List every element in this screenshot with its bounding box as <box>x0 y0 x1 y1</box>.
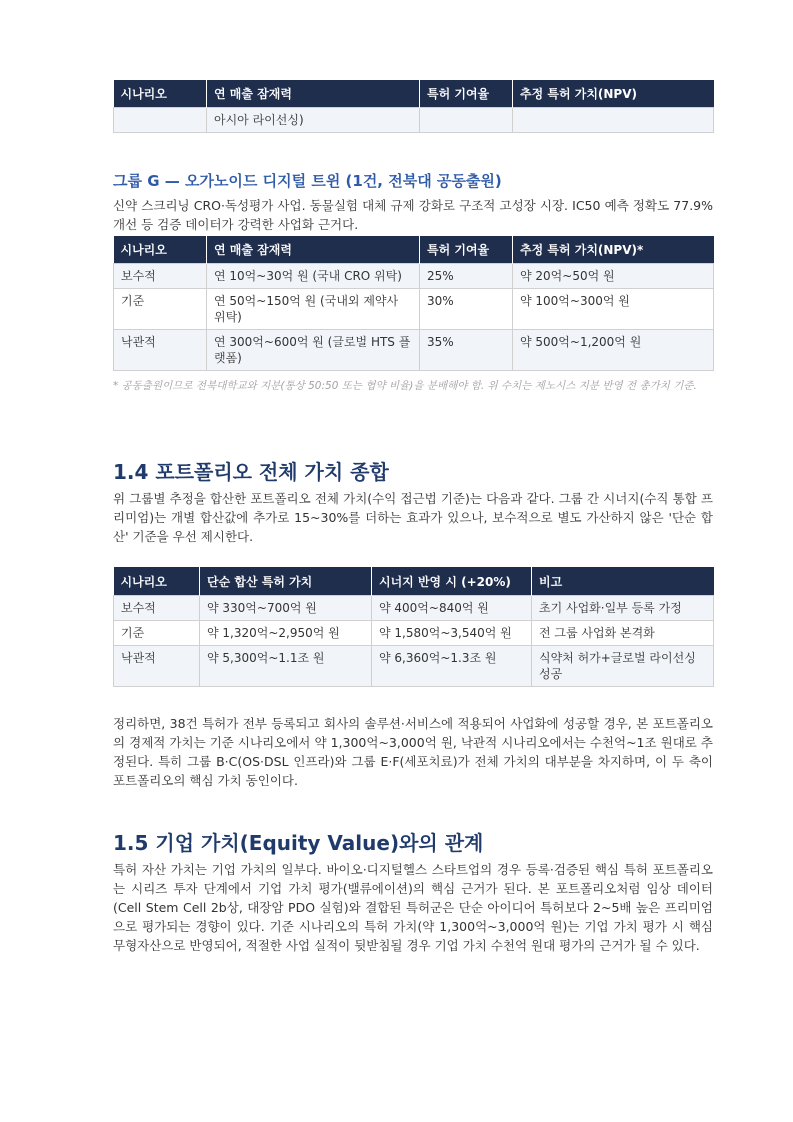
table-header: 추정 특허 가치(NPV)* <box>513 236 714 264</box>
table-cell: 약 1,580억~3,540억 원 <box>372 621 532 646</box>
table-cell: 약 20억~50억 원 <box>513 264 714 289</box>
table-cell: 보수적 <box>114 264 207 289</box>
table-header: 시너지 반영 시 (+20%) <box>372 567 532 596</box>
table-cell: 전 그룹 사업화 본격화 <box>532 621 714 646</box>
footnote: * 공동출원이므로 전북대학교와 지분(통상 50:50 또는 협약 비율)을 분배해야 함. 위 수치는 제노시스 지분 반영 전 총가치 기준. <box>113 380 697 392</box>
section-1-4-summary: 정리하면, 38건 특허가 전부 등록되고 회사의 솔루션·서비스에 적용되어 사업화에 성공할 경우, 본 포트폴리오의 경제적 가치는 기준 시나리오에서 약 1,300억~3,000억 원, 낙관적 시나리오에서는 수천억~1조 원대로 추정된다. 특히 그룹 B·C(OS·DSL 인프라)와 그룹 E·F(세포치료)가 전체 가치의 대부분을 차지하며, 이 두 축이 포트폴리오의 핵심 가치 동인이다. <box>113 716 713 788</box>
table-header: 시나리오 <box>114 567 200 596</box>
table-row <box>114 621 714 646</box>
table-cell: 약 5,300억~1.1조 원 <box>200 646 372 687</box>
table-row <box>114 596 714 621</box>
table-cell: 초기 사업화·일부 등록 가정 <box>532 596 714 621</box>
table-cell: 기준 <box>114 621 200 646</box>
group-g-description: 신약 스크리닝 CRO·독성평가 사업. 동물실험 대체 규제 강화로 구조적 고성장 시장. IC50 예측 정확도 77.9% 개선 등 검증 데이터가 강력한 사업화 근거다. <box>113 198 713 232</box>
table-cell: 30% <box>420 289 513 330</box>
table-cell: 낙관적 <box>114 646 200 687</box>
table-header: 단순 합산 특허 가치 <box>200 567 372 596</box>
table-cell: 연 50억~150억 원 (국내외 제약사 위탁) <box>207 289 420 330</box>
group-g-table <box>113 236 714 371</box>
section-1-5-body: 특허 자산 가치는 기업 가치의 일부다. 바이오·디지털헬스 스타트업의 경우 등록·검증된 핵심 특허 포트폴리오는 시리즈 투자 단계에서 기업 가치 평가(밸류에이션)의 핵심 근거가 된다. 본 포트폴리오처럼 임상 데이터(Cell Stem Cell 2b상, 대장암 PDO 실험)와 결합된 특허군은 단순 아이디어 특허보다 2~5배 높은 프리미엄으로 평가되는 경향이 있다. 기준 시나리오의 특허 가치(약 1,300억~3,000억 원)는 기업 가치 평가 시 핵심 무형자산으로 반영되어, 적절한 사업 실적이 뒷받침될 경우 기업 가치 수천억 원대 평가의 근거가 될 수 있다. <box>113 862 713 953</box>
table-cell: 식약처 허가+글로벌 라이선싱 성공 <box>532 646 714 687</box>
table-row <box>114 289 714 330</box>
portfolio-value-table <box>113 567 714 687</box>
table-cell: 약 1,320억~2,950억 원 <box>200 621 372 646</box>
table-header: 연 매출 잠재력 <box>207 80 420 108</box>
revenue-table-continued <box>113 80 714 133</box>
table-header: 비고 <box>532 567 714 596</box>
table-cell: 기준 <box>114 289 207 330</box>
table-header: 연 매출 잠재력 <box>207 236 420 264</box>
section-1-5-heading: 1.5 기업 가치(Equity Value)와의 관계 <box>113 831 484 855</box>
group-g-heading: 그룹 G — 오가노이드 디지털 트윈 (1건, 전북대 공동출원) <box>113 172 502 190</box>
table-row <box>114 330 714 371</box>
table-cell: 낙관적 <box>114 330 207 371</box>
table-row <box>114 264 714 289</box>
table-cell: 아시아 라이선싱) <box>207 108 420 133</box>
table-header: 추정 특허 가치(NPV) <box>513 80 714 108</box>
table-row <box>114 108 714 133</box>
table-header: 특허 기여율 <box>420 236 513 264</box>
table-header: 시나리오 <box>114 236 207 264</box>
table-cell: 약 500억~1,200억 원 <box>513 330 714 371</box>
section-1-4-intro: 위 그룹별 추정을 합산한 포트폴리오 전체 가치(수익 접근법 기준)는 다음과 같다. 그룹 간 시너지(수직 통합 프리미엄)는 개별 합산값에 추가로 15~30%를 더하는 효과가 있으나, 보수적으로 별도 가산하지 않은 '단순 합산' 기준을 우선 제시한다. <box>113 491 713 544</box>
table-cell: 약 6,360억~1.3조 원 <box>372 646 532 687</box>
table-cell: 연 10억~30억 원 (국내 CRO 위탁) <box>207 264 420 289</box>
table-cell: 약 400억~840억 원 <box>372 596 532 621</box>
table-cell: 약 100억~300억 원 <box>513 289 714 330</box>
table-cell <box>420 108 513 133</box>
table-cell: 35% <box>420 330 513 371</box>
table-cell <box>513 108 714 133</box>
table-cell <box>114 108 207 133</box>
table-cell: 약 330억~700억 원 <box>200 596 372 621</box>
section-1-4-heading: 1.4 포트폴리오 전체 가치 종합 <box>113 460 389 484</box>
table-cell: 보수적 <box>114 596 200 621</box>
table-header: 특허 기여율 <box>420 80 513 108</box>
table-cell: 25% <box>420 264 513 289</box>
document-page <box>113 80 713 953</box>
table-row <box>114 646 714 687</box>
table-header: 시나리오 <box>114 80 207 108</box>
table-cell: 연 300억~600억 원 (글로벌 HTS 플랫폼) <box>207 330 420 371</box>
